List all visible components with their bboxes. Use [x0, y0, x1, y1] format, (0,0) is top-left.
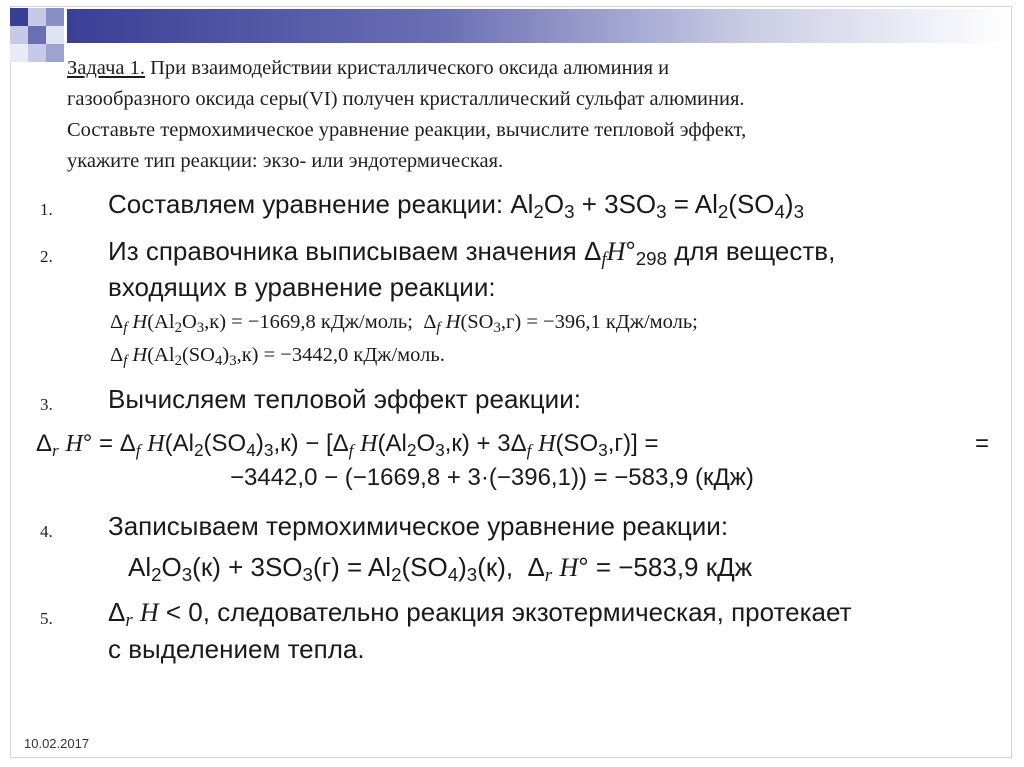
- step-5-text: $\Delta_r$ H < 0, следовательно реакция экзотермическая, протекает: [108, 597, 852, 632]
- step-4-number: 4.: [40, 522, 53, 541]
- calc-line-2: −3442,0 − (−1669,8 + 3·(−396,1)) = −583,9 (кДж): [230, 464, 754, 491]
- slide-date: 10.02.2017: [24, 736, 90, 751]
- step-1-number: 1.: [40, 200, 53, 219]
- task-line-4: укажите тип реакции: экзо- или эндотермическая.: [67, 150, 504, 172]
- step-2-text: Из справочника выписываем значения $\Delta_fH^\circ_{298}$ для веществ,: [108, 236, 836, 271]
- task-label: Задача 1.: [67, 57, 145, 79]
- task-statement: [67, 53, 987, 177]
- task-line-2: газообразного оксида серы(VI) получен кристаллический сульфат алюминия.: [67, 88, 745, 110]
- step-2-text-cont: входящих в уравнение реакции:: [108, 272, 496, 302]
- enthalpy-values-line-1: $\Delta_f$ $H(Al_2O_3,к) = -1669,8$ кДж/моль; $\Delta_f$ $H(SO_3,г) = -396,1$ кДж/моль;: [110, 311, 698, 337]
- task-line-1: При взаимодействии кристаллического оксида алюминия и: [145, 57, 670, 79]
- calc-equals-right: =: [975, 430, 990, 457]
- step-3-text: Вычисляем тепловой эффект реакции:: [108, 384, 581, 414]
- step-5-number: 5.: [40, 609, 53, 628]
- task-line-3: Составьте термохимическое уравнение реакции, вычислите тепловой эффект,: [67, 119, 747, 141]
- calc-line-1: $\Delta_r$ $H^\circ = \Delta_f$ $H(Al_2(SO_4)_3,к) - [\Delta_f$ $H(Al_2O_3,к) + 3\Delta_f$ $H(SO_3,г)$] =: [36, 430, 659, 460]
- thermochemical-equation: $Al_2O_3(к) + 3SO_3(г) = Al_2(SO_4)_3(к)$, $\Delta_r$ H° = −583,9 кДж: [128, 552, 753, 587]
- step-5-text-cont: с выделением тепла.: [108, 634, 365, 664]
- step-4-text: Записываем термохимическое уравнение реакции:: [108, 511, 729, 541]
- step-1-text: Составляем уравнение реакции: $Al_2O_3 + 3SO_3 = Al_2(SO_4)_3$: [108, 189, 804, 223]
- enthalpy-values-line-2: $\Delta_f$ $H(Al_2(SO_4)_3,к) = -3442,0$ кДж/моль.: [110, 344, 445, 370]
- title-bar: [67, 9, 1007, 43]
- step-3-number: 3.: [40, 395, 53, 414]
- step-2-number: 2.: [40, 247, 53, 266]
